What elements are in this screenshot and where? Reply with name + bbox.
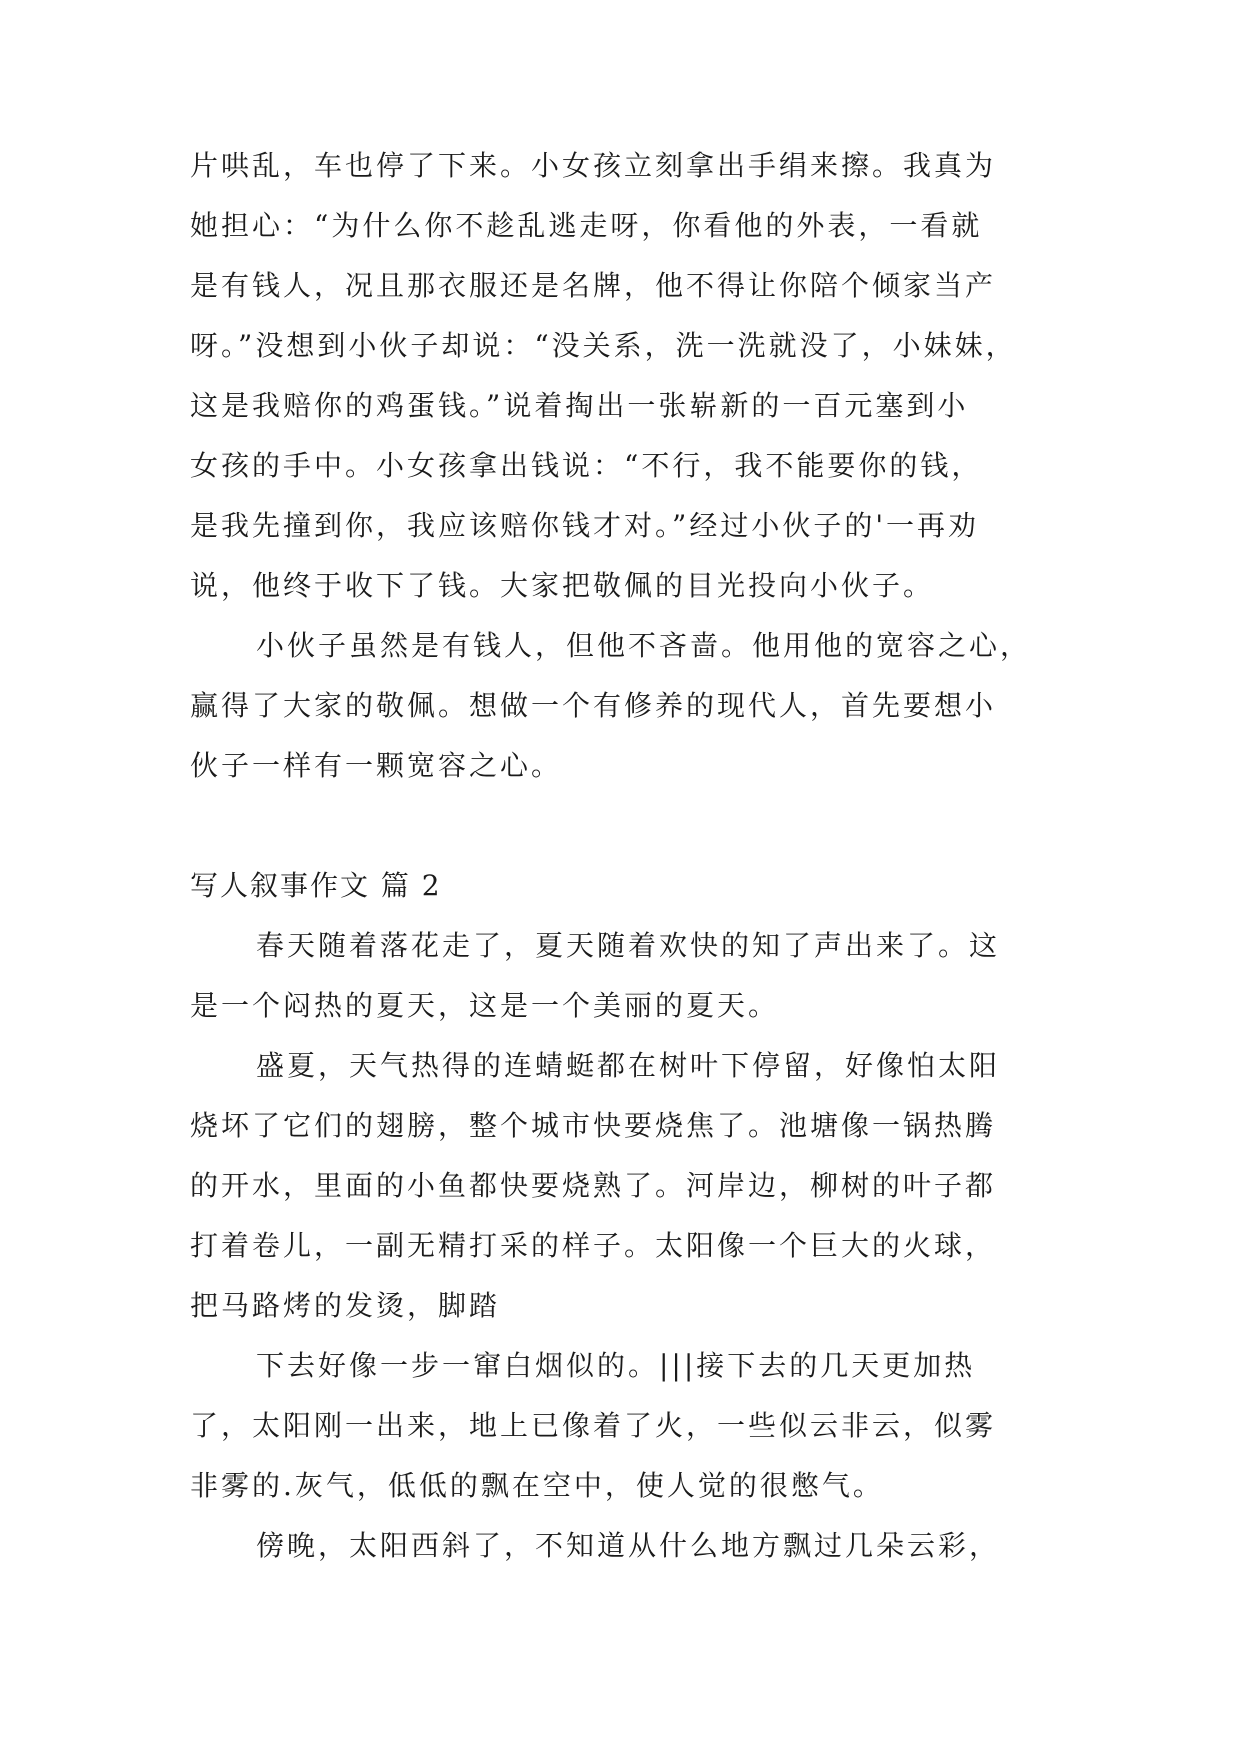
- text-line: 女孩的手中。小女孩拿出钱说：“不行，我不能要你的钱，: [190, 449, 983, 482]
- text-line: 烧坏了它们的翅膀，整个城市快要烧焦了。池塘像一锅热腾: [190, 1109, 997, 1142]
- text-line: 片哄乱，车也停了下来。小女孩立刻拿出手绢来擦。我真为: [190, 149, 997, 182]
- text-line: 呀。”没想到小伙子却说：“没关系，洗一洗就没了，小妹妹，: [190, 329, 1017, 362]
- text-line: 小伙子虽然是有钱人，但他不吝啬。他用他的宽容之心，: [256, 629, 1032, 662]
- text-line: 了，太阳刚一出来，地上已像着了火，一些似云非云，似雾: [190, 1409, 997, 1442]
- text-line: 是我先撞到你，我应该赔你钱才对。”经过小伙子的'一再劝: [190, 509, 980, 542]
- text-line: 伙子一样有一颗宽容之心。: [190, 749, 563, 782]
- text-line: 非雾的.灰气，低低的飘在空中，使人觉的很憋气。: [190, 1469, 884, 1502]
- text-line: 这是我赔你的鸡蛋钱。”说着掏出一张崭新的一百元塞到小: [190, 389, 969, 422]
- text-line: 说，他终于收下了钱。大家把敬佩的目光投向小伙子。: [190, 569, 935, 602]
- text-line: 打着卷儿，一副无精打采的样子。太阳像一个巨大的火球，: [190, 1229, 997, 1262]
- text-line: 春天随着落花走了，夏天随着欢快的知了声出来了。这: [256, 929, 1001, 962]
- text-line: 她担心：“为什么你不趁乱逃走呀，你看他的外表，一看就: [190, 209, 983, 242]
- text-line: 盛夏，天气热得的连蜻蜓都在树叶下停留，好像怕太阳: [256, 1049, 1001, 1082]
- text-line: 傍晚，太阳西斜了，不知道从什么地方飘过几朵云彩，: [256, 1529, 1001, 1562]
- text-line: 是有钱人，况且那衣服还是名牌，他不得让你陪个倾家当产: [190, 269, 997, 302]
- text-line: 把马路烤的发烫，脚踏: [190, 1289, 501, 1322]
- text-line: 下去好像一步一窜白烟似的。|||接下去的几天更加热: [256, 1349, 976, 1382]
- text-line: 赢得了大家的敬佩。想做一个有修养的现代人，首先要想小: [190, 689, 997, 722]
- text-line: 是一个闷热的夏天，这是一个美丽的夏天。: [190, 989, 780, 1022]
- section-heading: 写人叙事作文 篇 2: [190, 869, 442, 902]
- text-line: 的开水，里面的小鱼都快要烧熟了。河岸边，柳树的叶子都: [190, 1169, 997, 1202]
